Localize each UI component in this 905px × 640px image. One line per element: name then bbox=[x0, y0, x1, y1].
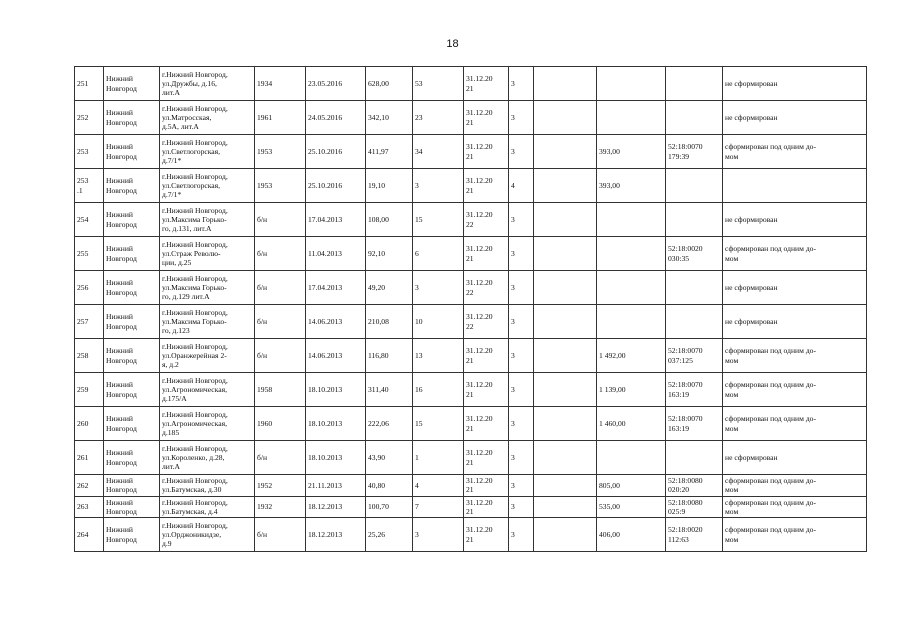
cell-year: 1932 bbox=[255, 496, 306, 518]
cell-address: г.Нижний Новгород, ул.Оранжерейная 2- я, д.2 bbox=[160, 339, 255, 373]
cell-area: 92,10 bbox=[366, 237, 413, 271]
cell-residents: 3 bbox=[413, 271, 464, 305]
cell-empty bbox=[534, 518, 597, 552]
cell-date: 18.10.2013 bbox=[306, 407, 366, 441]
cell-address: г.Нижний Новгород, ул.Светлогорская, д.7/1* bbox=[160, 135, 255, 169]
cell-number: 251 bbox=[75, 67, 104, 101]
cell-empty bbox=[534, 203, 597, 237]
table-row bbox=[75, 305, 867, 339]
cell-year: 1958 bbox=[255, 373, 306, 407]
cell-date: 14.06.2013 bbox=[306, 339, 366, 373]
cell-year: 1961 bbox=[255, 101, 306, 135]
cell-deadline: 31.12.20 21 bbox=[464, 135, 509, 169]
cell-stage: 3 bbox=[509, 67, 534, 101]
cell-residents: 13 bbox=[413, 339, 464, 373]
cell-deadline: 31.12.20 22 bbox=[464, 203, 509, 237]
cell-number: 262 bbox=[75, 475, 104, 497]
cell-number: 252 bbox=[75, 101, 104, 135]
cell-deadline: 31.12.20 21 bbox=[464, 441, 509, 475]
cell-land-status: сформирован под одним до- мом bbox=[723, 135, 867, 169]
cell-deadline: 31.12.20 21 bbox=[464, 518, 509, 552]
table-row bbox=[75, 169, 867, 203]
cell-address: г.Нижний Новгород, ул.Батумская, д.4 bbox=[160, 496, 255, 518]
cell-city: Нижний Новгород bbox=[104, 518, 160, 552]
cell-date: 14.06.2013 bbox=[306, 305, 366, 339]
cell-date: 24.05.2016 bbox=[306, 101, 366, 135]
cell-area: 116,80 bbox=[366, 339, 413, 373]
cell-land-status: сформирован под одним до- мом bbox=[723, 373, 867, 407]
cell-empty bbox=[534, 237, 597, 271]
cell-land-status: сформирован под одним до- мом bbox=[723, 237, 867, 271]
cell-year: б/н bbox=[255, 271, 306, 305]
cell-address: г.Нижний Новгород, ул.Агрономическая, д.185 bbox=[160, 407, 255, 441]
cell-land-status: не сформирован bbox=[723, 203, 867, 237]
cell-stage: 3 bbox=[509, 496, 534, 518]
cell-address: г.Нижний Новгород, ул.Максима Горько- го, д.131, лит.А bbox=[160, 203, 255, 237]
cell-residents: 3 bbox=[413, 169, 464, 203]
cell-stage: 3 bbox=[509, 305, 534, 339]
cell-deadline: 31.12.20 21 bbox=[464, 169, 509, 203]
cell-empty bbox=[534, 373, 597, 407]
cell-land-status: сформирован под одним до- мом bbox=[723, 339, 867, 373]
cell-address: г.Нижний Новгород, ул.Максима Горько- го, д.123 bbox=[160, 305, 255, 339]
cell-land-area: 1 139,00 bbox=[597, 373, 666, 407]
table-row bbox=[75, 441, 867, 475]
cell-date: 23.05.2016 bbox=[306, 67, 366, 101]
table-row bbox=[75, 496, 867, 518]
cell-city: Нижний Новгород bbox=[104, 169, 160, 203]
cell-land-area bbox=[597, 67, 666, 101]
cell-year: 1953 bbox=[255, 169, 306, 203]
cell-deadline: 31.12.20 21 bbox=[464, 407, 509, 441]
cell-deadline: 31.12.20 21 bbox=[464, 67, 509, 101]
cell-area: 311,40 bbox=[366, 373, 413, 407]
cell-stage: 3 bbox=[509, 203, 534, 237]
cell-year: б/н bbox=[255, 339, 306, 373]
cell-area: 222,06 bbox=[366, 407, 413, 441]
cell-cadastral-number bbox=[666, 67, 723, 101]
cell-address: г.Нижний Новгород, ул.Дружбы, д.16, лит.А bbox=[160, 67, 255, 101]
cell-empty bbox=[534, 271, 597, 305]
cell-residents: 15 bbox=[413, 203, 464, 237]
cell-address: г.Нижний Новгород, ул.Страж Револю- ции, д.25 bbox=[160, 237, 255, 271]
cell-land-area bbox=[597, 203, 666, 237]
cell-residents: 1 bbox=[413, 441, 464, 475]
cell-land-status bbox=[723, 169, 867, 203]
cell-land-status: не сформирован bbox=[723, 271, 867, 305]
cell-land-status: не сформирован bbox=[723, 67, 867, 101]
cell-cadastral-number bbox=[666, 305, 723, 339]
cell-cadastral-number: 52:18:0020 112:63 bbox=[666, 518, 723, 552]
cell-land-area: 393,00 bbox=[597, 169, 666, 203]
cell-area: 40,80 bbox=[366, 475, 413, 497]
cell-date: 17.04.2013 bbox=[306, 271, 366, 305]
cell-land-status: не сформирован bbox=[723, 101, 867, 135]
cell-year: б/н bbox=[255, 305, 306, 339]
cell-area: 342,10 bbox=[366, 101, 413, 135]
cell-area: 100,70 bbox=[366, 496, 413, 518]
cell-city: Нижний Новгород bbox=[104, 135, 160, 169]
cell-year: 1934 bbox=[255, 67, 306, 101]
cell-residents: 16 bbox=[413, 373, 464, 407]
cell-land-area: 393,00 bbox=[597, 135, 666, 169]
cell-stage: 4 bbox=[509, 169, 534, 203]
cell-deadline: 31.12.20 22 bbox=[464, 271, 509, 305]
table-row bbox=[75, 518, 867, 552]
cell-address: г.Нижний Новгород, ул.Орджоникидзе, д.9 bbox=[160, 518, 255, 552]
page-number: 18 bbox=[446, 38, 459, 50]
cell-year: 1953 bbox=[255, 135, 306, 169]
cell-empty bbox=[534, 475, 597, 497]
cell-date: 18.12.2013 bbox=[306, 496, 366, 518]
cell-area: 19,10 bbox=[366, 169, 413, 203]
cell-stage: 3 bbox=[509, 518, 534, 552]
cell-land-area bbox=[597, 237, 666, 271]
table-row bbox=[75, 67, 867, 101]
cell-number: 254 bbox=[75, 203, 104, 237]
cell-empty bbox=[534, 101, 597, 135]
cell-stage: 3 bbox=[509, 101, 534, 135]
cell-land-status: не сформирован bbox=[723, 305, 867, 339]
cell-stage: 3 bbox=[509, 237, 534, 271]
cell-land-status: сформирован под одним до- мом bbox=[723, 475, 867, 497]
cell-cadastral-number bbox=[666, 169, 723, 203]
cell-date: 25.10.2016 bbox=[306, 135, 366, 169]
cell-city: Нижний Новгород bbox=[104, 339, 160, 373]
cell-cadastral-number: 52:18:0070 037:125 bbox=[666, 339, 723, 373]
cell-year: б/н bbox=[255, 203, 306, 237]
cell-cadastral-number: 52:18:0080 025:9 bbox=[666, 496, 723, 518]
cell-city: Нижний Новгород bbox=[104, 271, 160, 305]
cell-year: б/н bbox=[255, 237, 306, 271]
cell-empty bbox=[534, 339, 597, 373]
cell-cadastral-number: 52:18:0070 163:19 bbox=[666, 373, 723, 407]
cell-year: б/н bbox=[255, 518, 306, 552]
cell-number: 263 bbox=[75, 496, 104, 518]
cell-city: Нижний Новгород bbox=[104, 67, 160, 101]
table-row bbox=[75, 373, 867, 407]
cell-residents: 3 bbox=[413, 518, 464, 552]
cell-cadastral-number bbox=[666, 203, 723, 237]
table-row bbox=[75, 203, 867, 237]
cell-land-status: сформирован под одним до- мом bbox=[723, 518, 867, 552]
cell-date: 11.04.2013 bbox=[306, 237, 366, 271]
cell-land-area bbox=[597, 441, 666, 475]
cell-land-status: сформирован под одним до- мом bbox=[723, 407, 867, 441]
cell-city: Нижний Новгород bbox=[104, 496, 160, 518]
cell-land-area: 1 492,00 bbox=[597, 339, 666, 373]
cell-residents: 7 bbox=[413, 496, 464, 518]
cell-date: 21.11.2013 bbox=[306, 475, 366, 497]
cell-year: б/н bbox=[255, 441, 306, 475]
cell-date: 18.10.2013 bbox=[306, 373, 366, 407]
cell-city: Нижний Новгород bbox=[104, 441, 160, 475]
cell-date: 17.04.2013 bbox=[306, 203, 366, 237]
table-row bbox=[75, 271, 867, 305]
cell-address: г.Нижний Новгород, ул.Короленко, д.28, лит.А bbox=[160, 441, 255, 475]
cell-cadastral-number bbox=[666, 271, 723, 305]
cell-city: Нижний Новгород bbox=[104, 475, 160, 497]
cell-area: 411,97 bbox=[366, 135, 413, 169]
cell-residents: 23 bbox=[413, 101, 464, 135]
cell-city: Нижний Новгород bbox=[104, 237, 160, 271]
cell-residents: 53 bbox=[413, 67, 464, 101]
cell-city: Нижний Новгород bbox=[104, 373, 160, 407]
table-row bbox=[75, 475, 867, 497]
cell-residents: 34 bbox=[413, 135, 464, 169]
cell-land-area bbox=[597, 101, 666, 135]
cell-date: 18.10.2013 bbox=[306, 441, 366, 475]
cell-deadline: 31.12.20 21 bbox=[464, 101, 509, 135]
cell-empty bbox=[534, 67, 597, 101]
cell-stage: 3 bbox=[509, 441, 534, 475]
table-row bbox=[75, 101, 867, 135]
cell-residents: 4 bbox=[413, 475, 464, 497]
cell-cadastral-number bbox=[666, 101, 723, 135]
cell-land-status: не сформирован bbox=[723, 441, 867, 475]
cell-deadline: 31.12.20 21 bbox=[464, 496, 509, 518]
cell-date: 18.12.2013 bbox=[306, 518, 366, 552]
cell-land-area: 406,00 bbox=[597, 518, 666, 552]
cell-empty bbox=[534, 305, 597, 339]
cell-number: 253 .1 bbox=[75, 169, 104, 203]
table-row bbox=[75, 237, 867, 271]
cell-date: 25.10.2016 bbox=[306, 169, 366, 203]
cell-empty bbox=[534, 441, 597, 475]
cell-cadastral-number: 52:18:0070 179:39 bbox=[666, 135, 723, 169]
cell-residents: 15 bbox=[413, 407, 464, 441]
cell-land-area bbox=[597, 305, 666, 339]
table-row bbox=[75, 135, 867, 169]
cell-number: 255 bbox=[75, 237, 104, 271]
cell-empty bbox=[534, 135, 597, 169]
housing-registry-table bbox=[74, 66, 867, 552]
cell-address: г.Нижний Новгород, ул.Агрономическая, д.175/А bbox=[160, 373, 255, 407]
cell-city: Нижний Новгород bbox=[104, 305, 160, 339]
cell-stage: 3 bbox=[509, 271, 534, 305]
cell-number: 261 bbox=[75, 441, 104, 475]
cell-year: 1952 bbox=[255, 475, 306, 497]
cell-area: 210,08 bbox=[366, 305, 413, 339]
cell-stage: 3 bbox=[509, 135, 534, 169]
cell-city: Нижний Новгород bbox=[104, 203, 160, 237]
cell-area: 43,90 bbox=[366, 441, 413, 475]
cell-cadastral-number: 52:18:0080 020:20 bbox=[666, 475, 723, 497]
table-row bbox=[75, 339, 867, 373]
cell-address: г.Нижний Новгород, ул.Матросская, д.5А, лит.А bbox=[160, 101, 255, 135]
cell-address: г.Нижний Новгород, ул.Светлогорская, д.7/1* bbox=[160, 169, 255, 203]
cell-land-area bbox=[597, 271, 666, 305]
cell-area: 108,00 bbox=[366, 203, 413, 237]
cell-address: г.Нижний Новгород, ул.Максима Горько- го, д.129 лит.А bbox=[160, 271, 255, 305]
cell-stage: 3 bbox=[509, 339, 534, 373]
cell-cadastral-number bbox=[666, 441, 723, 475]
cell-land-area: 535,00 bbox=[597, 496, 666, 518]
cell-empty bbox=[534, 496, 597, 518]
cell-empty bbox=[534, 407, 597, 441]
table-row bbox=[75, 407, 867, 441]
cell-deadline: 31.12.20 21 bbox=[464, 475, 509, 497]
cell-number: 259 bbox=[75, 373, 104, 407]
cell-cadastral-number: 52:18:0070 163:19 bbox=[666, 407, 723, 441]
cell-number: 264 bbox=[75, 518, 104, 552]
cell-land-area: 805,00 bbox=[597, 475, 666, 497]
cell-stage: 3 bbox=[509, 475, 534, 497]
cell-number: 260 bbox=[75, 407, 104, 441]
cell-area: 25,26 bbox=[366, 518, 413, 552]
cell-city: Нижний Новгород bbox=[104, 407, 160, 441]
cell-number: 253 bbox=[75, 135, 104, 169]
cell-area: 628,00 bbox=[366, 67, 413, 101]
cell-number: 256 bbox=[75, 271, 104, 305]
cell-stage: 3 bbox=[509, 373, 534, 407]
registry-body bbox=[75, 67, 867, 552]
cell-deadline: 31.12.20 21 bbox=[464, 373, 509, 407]
cell-land-status: сформирован под одним до- мом bbox=[723, 496, 867, 518]
cell-deadline: 31.12.20 21 bbox=[464, 339, 509, 373]
cell-residents: 10 bbox=[413, 305, 464, 339]
cell-number: 258 bbox=[75, 339, 104, 373]
cell-city: Нижний Новгород bbox=[104, 101, 160, 135]
cell-area: 49,20 bbox=[366, 271, 413, 305]
cell-empty bbox=[534, 169, 597, 203]
cell-residents: 6 bbox=[413, 237, 464, 271]
cell-number: 257 bbox=[75, 305, 104, 339]
cell-year: 1960 bbox=[255, 407, 306, 441]
cell-stage: 3 bbox=[509, 407, 534, 441]
cell-land-area: 1 460,00 bbox=[597, 407, 666, 441]
cell-address: г.Нижний Новгород, ул.Батумская, д.30 bbox=[160, 475, 255, 497]
cell-cadastral-number: 52:18:0020 030:35 bbox=[666, 237, 723, 271]
cell-deadline: 31.12.20 22 bbox=[464, 305, 509, 339]
cell-deadline: 31.12.20 21 bbox=[464, 237, 509, 271]
